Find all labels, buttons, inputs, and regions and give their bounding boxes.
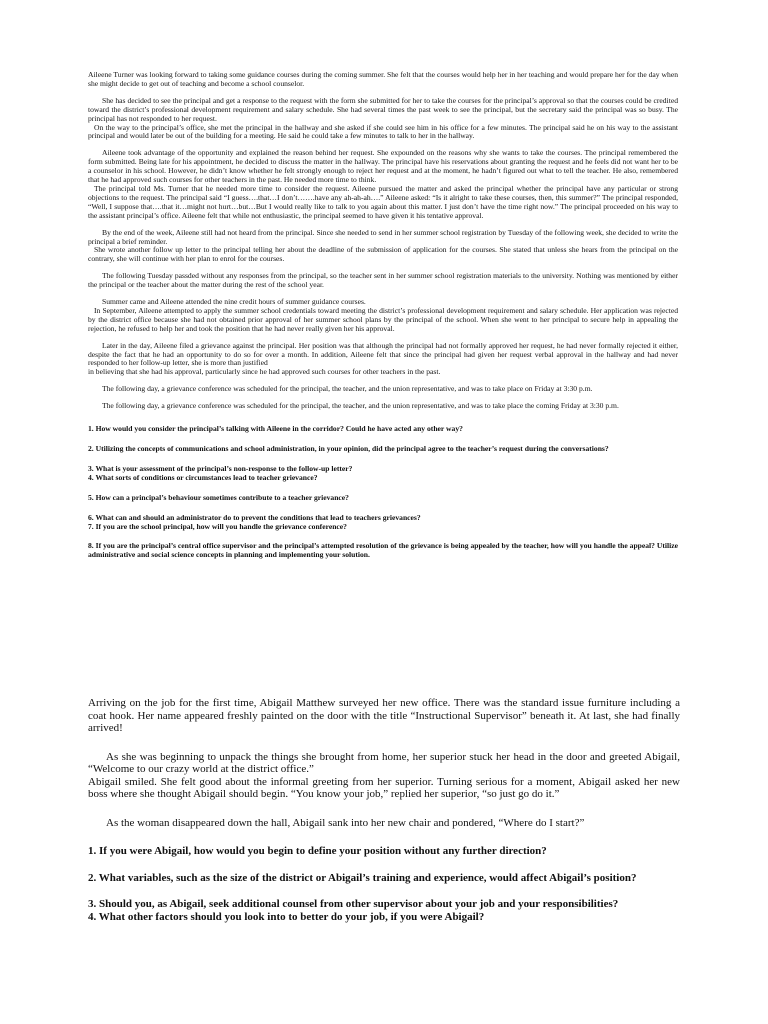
discussion-question: 4. What other factors should you look into to better do your job, if you were Abigail?	[88, 910, 485, 923]
discussion-question: 7. If you are the school principal, how will you handle the grievance conference?	[88, 521, 347, 531]
case-study-aileene	[88, 71, 678, 560]
paragraph: She has decided to see the principal and get a response to the request with the form she submitted for her to take the courses for the principal’s approval so that the courses could be credited toward the district’s professional development requirement and salary schedule. She had several times the past week to see the principal, but the secretary said the principal was so busy. The principal has not responded to her request.	[88, 95, 678, 123]
paragraph: The following day, a grievance conference was scheduled for the principal, the teacher, and the union representative, and was to take place the coming Friday at 3:30 p.m.	[102, 401, 619, 411]
paragraph: The following Tuesday passded without any responses from the principal, so the teacher sent in her summer school registration materials to the university. Nothing was mentioned by either the principal or the teacher about the matter during the rest of the school year.	[88, 271, 678, 290]
discussion-question: 2. What variables, such as the size of the district or Abigail’s training and experience, would affect Abigail’s position?	[88, 871, 637, 884]
discussion-question: 3. Should you, as Abigail, seek additional counsel from other supervisor about your job and your responsibilities?	[88, 898, 619, 910]
discussion-question: 3. What is your assessment of the principal’s non-response to the follow-up letter?	[88, 463, 353, 473]
case-study-abigail	[88, 697, 680, 923]
paragraph: in believing that she had his approval, particularly since he had approved such courses for other teachers in the past.	[88, 367, 441, 377]
paragraph: As she was beginning to unpack the things she brought from home, her superior stuck her head in the door and greeted Abigail, “Welcome to our crazy world at the district office.”	[88, 750, 680, 775]
paragraph: Aileene Turner was looking forward to taking some guidance courses during the coming summer. She felt that the courses would help her in her teaching and would prepare her for the day when she might decide to get out of teaching and become a school counselor.	[88, 70, 678, 88]
paragraph: She wrote another follow up letter to the principal telling her about the deadline of the submission of application for the courses. She stated that unless she hears from the principal on the contrary, she will continue with her plan to enrol for the courses.	[88, 245, 678, 264]
paragraph: Later in the day, Aileene filed a grievance against the principal. Her position was that although the principal had not formally approved her request, he had never formally rejected it either, despite the fact that he had an opportunity to do so for over a month. In addition, Aileene felt that since the principal had given her request verbal approval in the hallway and had never responded to her follow-up letter, she is more than justified	[88, 340, 678, 368]
paragraph: In September, Aileene attempted to apply the summer school credentials toward meeting the district’s professional development requirement and salary schedule. Her application was rejected by the district office because she had not obtained prior approval of her summer school plans by the principal of the school. When she went to her principal to secure help in appealing the rejection, he refused to help her and took the position that he had never really given her his approval.	[88, 305, 678, 333]
discussion-question: 1. If you were Abigail, how would you begin to define your position without any further direction?	[88, 845, 547, 857]
paragraph: Arriving on the job for the first time, Abigail Matthew surveyed her new office. There was the standard issue furniture including a coat hook. Her name appeared freshly painted on the door with the title “Instructional Supervisor” beneath it. At last, she had finally arrived!	[88, 697, 680, 734]
paragraph: Aileene took advantage of the opportunity and explained the reason behind her request. She expounded on the reasons why she wants to take the courses. The principal remembered the form submitted. Being late for his appointment, he decided to discuss the matter in the hallway. The principal have his reservations about granting the request and he feels did not want her to be a counselor in his school. However, he didn’t know whether he felt strongly enough to reject her request and at the moment, he hadn’t figured out what to tell the teacher. He also, remembered that he had approved such courses for other teachers in the past. He needed more time to think.	[88, 148, 678, 185]
paragraph: Abigail smiled. She felt good about the informal greeting from her superior. Turning serious for a moment, Abigail asked her new boss where she thought Abigail should begin. “You know your job,” replied her superior, “so just go do it.”	[88, 775, 680, 800]
paragraph: The following day, a grievance conference was scheduled for the principal, the teacher, and the union representative, and was to take place on Friday at 3:30 p.m.	[102, 384, 593, 394]
paragraph: On the way to the principal’s office, she met the principal in the hallway and she asked if she could see him in his office for a few minutes. The principal said he on his way to the assistant principal and would later be out of the building for a meeting. He said he could take a few minutes to talk to her in the hallway.	[88, 122, 678, 141]
paragraph: By the end of the week, Aileene still had not heard from the principal. Since she needed to send in her summer school registration by Tuesday of the following week, she decided to write the principal a brief reminder.	[88, 227, 678, 246]
discussion-question: 6. What can and should an administrator do to prevent the conditions that lead to teachers grievances?	[88, 512, 421, 522]
discussion-question: 1. How would you consider the principal’s talking with Aileene in the corridor? Could he have acted any other way?	[88, 424, 463, 434]
discussion-question: 5. How can a principal’s behaviour sometimes contribute to a teacher grievance?	[88, 492, 349, 502]
paragraph: Summer came and Aileene attended the nine credit hours of summer guidance courses.	[102, 297, 366, 307]
discussion-question: 4. What sorts of conditions or circumstances lead to teacher grievance?	[88, 472, 318, 482]
discussion-question: 2. Utilizing the concepts of communications and school administration, in your opinion, did the principal agree to the teacher’s request during the conversations?	[88, 444, 609, 453]
paragraph: The principal told Ms. Turner that he needed more time to consider the request. Aileene pursued the matter and asked the principal whether the principal have any particular or strong objections to the request. The principal said “I guess….that…I don’t…….have any ah-ah-ah….” Aileene asked: “Is it alright to take these courses, then, this summer?” The principal responded, “Well, I suppose that….that it…might not hurt…but…But I would really like to talk to you again about this matter. I just don’t have the time right now.” The principal proceeded on his way to the assistant principal’s office. Aileene felt that while not enthusiastic, the principal seemed to have given it his tentative approval.	[88, 183, 678, 220]
discussion-question: 8. If you are the principal’s central office supervisor and the principal’s attempted resolution of the grievance is being appealed by the teacher, how will you handle the appeal? Utilize administrative and social science concepts in planning and implementing your solution.	[88, 541, 678, 560]
paragraph: As the woman disappeared down the hall, Abigail sank into her new chair and pondered, “Where do I start?”	[106, 816, 585, 829]
